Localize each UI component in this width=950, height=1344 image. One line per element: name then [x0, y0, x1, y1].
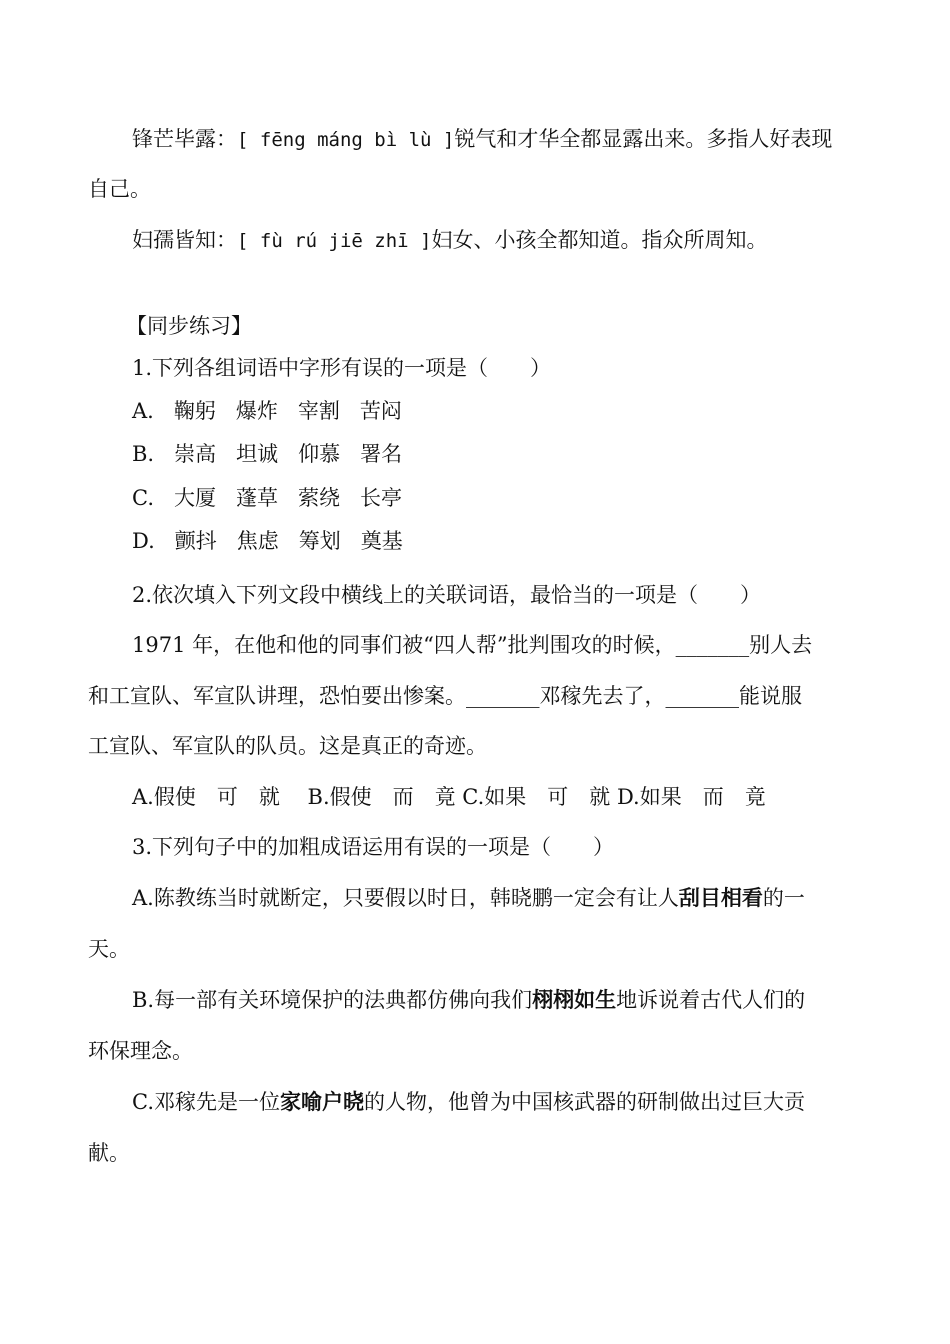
option-text: 地诉说着古代人们的 — [616, 988, 806, 1012]
idiom-definition: 锐气和才华全都显露出来。多指人好表现 — [454, 127, 833, 151]
question-1-option-c — [132, 483, 402, 513]
question-3-option-c-continuation: 献。 — [88, 1141, 130, 1165]
idiom-term: 妇孺皆知： — [132, 228, 237, 252]
option-label: B. — [132, 442, 155, 466]
question-1-option-a — [132, 396, 402, 426]
option-text: C.邓稼先是一位 — [132, 1090, 280, 1114]
question-3-option-a-continuation: 天。 — [88, 937, 130, 961]
idiom-definition: 妇女、小孩全都知道。指众所周知。 — [431, 228, 768, 252]
question-3-option-b — [132, 985, 805, 1015]
question-2-options: A.假使 可 就 B.假使 而 竟 C.如果 可 就 D.如果 而 竟 — [132, 785, 766, 809]
option-text: 的一 — [762, 886, 805, 910]
bold-idiom: 家喻户晓 — [280, 1090, 364, 1114]
idiom-term: 锋芒毕露： — [132, 127, 237, 151]
idiom-pinyin: [ fù rú jiē zhī ] — [237, 230, 432, 252]
option-text: A.陈教练当时就断定，只要假以时日，韩晓鹏一定会有让人 — [132, 886, 679, 910]
question-2-passage-line-2: 和工宣队、军宣队讲理，恐怕要出惨案。_______邓稼先去了，_______能说服 — [88, 684, 802, 708]
option-word: 奠基 — [360, 529, 403, 553]
option-word: 爆炸 — [235, 399, 278, 423]
option-text: B.每一部有关环境保护的法典都仿佛向我们 — [132, 988, 533, 1012]
option-text: 的人物，他曾为中国核武器的研制做出过巨大贡 — [364, 1090, 805, 1114]
option-word: 蓬草 — [236, 486, 278, 510]
option-word: 萦绕 — [298, 486, 340, 510]
idiom-2-line — [132, 225, 767, 256]
option-label: A. — [132, 399, 154, 423]
question-2-passage-line-1: 1971 年，在他和他的同事们被“四人帮”批判围攻的时候，_______别人去 — [132, 633, 813, 657]
question-2-stem: 2.依次填入下列文段中横线上的关联词语，最恰当的一项是（ ） — [132, 583, 762, 607]
bold-idiom: 刮目相看 — [678, 886, 763, 910]
question-2-passage-line-3: 工宣队、军宣队的队员。这是真正的奇迹。 — [88, 734, 487, 758]
bold-idiom: 栩栩如生 — [532, 988, 617, 1012]
idiom-1-line — [132, 124, 832, 155]
option-word: 筹划 — [298, 529, 341, 553]
question-3-option-c — [132, 1087, 805, 1117]
option-word: 宰割 — [297, 399, 340, 423]
question-1-option-b — [132, 439, 402, 469]
option-word: 坦诚 — [236, 442, 279, 466]
option-word: 长亭 — [360, 486, 402, 510]
question-3-option-a — [132, 883, 805, 913]
option-word: 署名 — [360, 442, 403, 466]
question-1-option-d — [132, 526, 403, 556]
idiom-pinyin: [ fēng máng bì lù ] — [237, 129, 455, 151]
question-1-stem: 1.下列各组词语中字形有误的一项是（ ） — [132, 356, 552, 380]
section-title: 【同步练习】 — [126, 314, 252, 338]
option-word: 鞠躬 — [173, 399, 216, 423]
option-word: 仰慕 — [298, 442, 341, 466]
option-word: 苦闷 — [359, 399, 402, 423]
option-word: 焦虑 — [236, 529, 279, 553]
question-3-option-b-continuation: 环保理念。 — [88, 1039, 193, 1063]
question-3-stem: 3.下列句子中的加粗成语运用有误的一项是（ ） — [132, 835, 615, 859]
option-word: 颤抖 — [174, 529, 217, 553]
idiom-1-continuation: 自己。 — [88, 177, 151, 201]
option-label: D. — [132, 529, 155, 553]
option-label: C. — [132, 486, 154, 510]
option-word: 大厦 — [174, 486, 216, 510]
option-word: 崇高 — [174, 442, 217, 466]
